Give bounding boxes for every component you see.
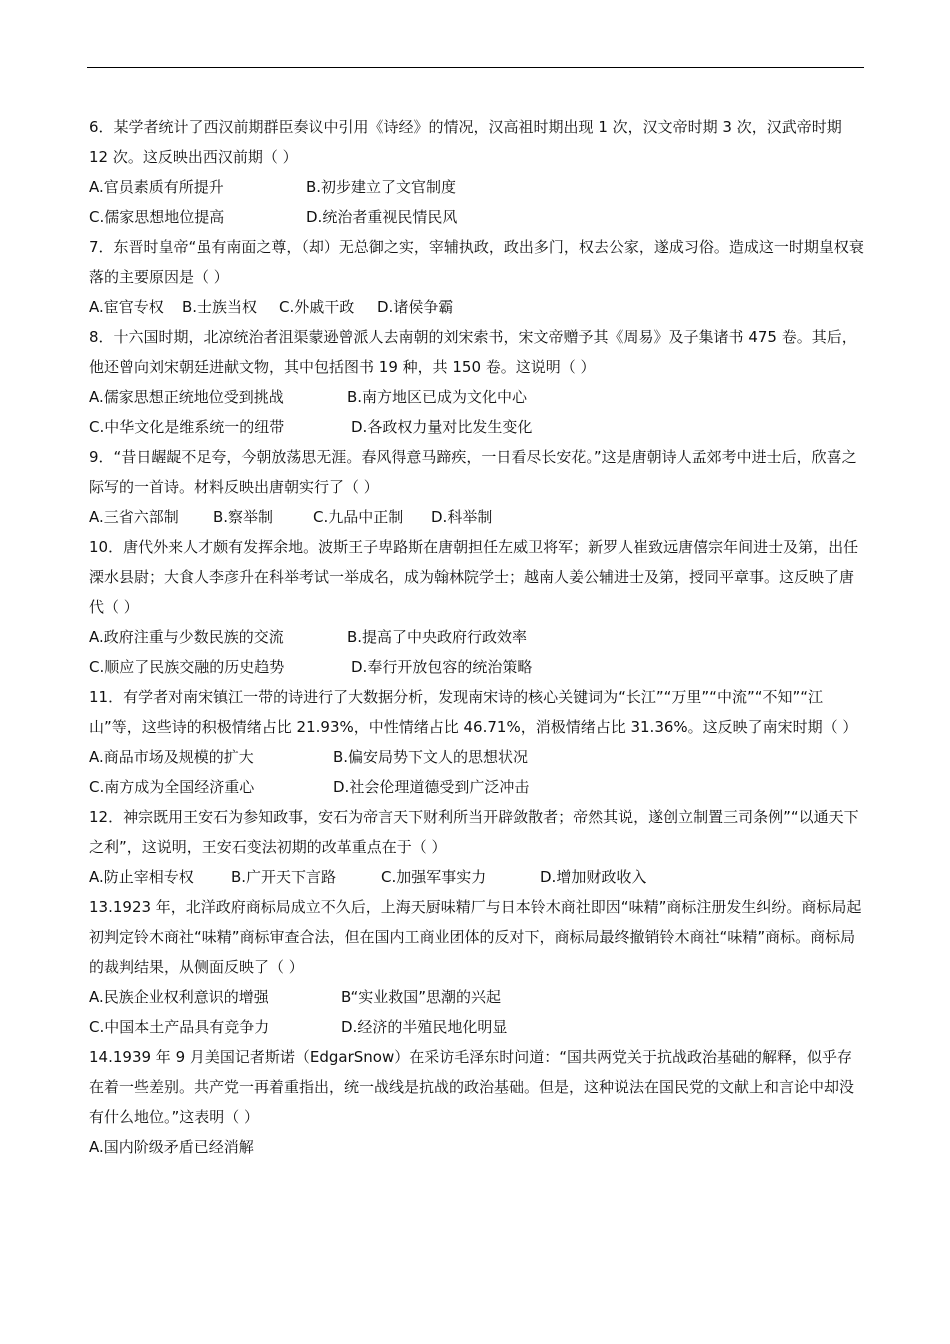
question-10-stem: 10．唐代外来人才颇有发挥余地。波斯王子卑路斯在唐朝担任左威卫将军；新罗人崔致远唐僖宗年间进士及第，出任溧水县尉；大食人李彦升在科举考试一举成名，成为翰林院学士；越南人姜公辅进士及第，授同平章事。这反映了唐代（ ） xyxy=(89,538,859,616)
option-a[interactable]: A.政府注重与少数民族的交流 xyxy=(89,628,284,646)
question-7-stem: 7．东晋时皇帝“虽有南面之尊，（却）无总御之实，宰辅执政，政出多门，权去公家，遂成习俗。造成这一时期皇权衰落的主要原因是（ ） xyxy=(89,238,864,286)
question-14-options xyxy=(89,1132,864,1162)
option-a[interactable]: A.防止宰相专权 xyxy=(89,868,194,886)
question-11-options-row1 xyxy=(89,742,864,772)
question-11-stem: 11．有学者对南宋镇江一带的诗进行了大数据分析，发现南宋诗的核心关键词为“长江”“万里”“中流”“不知”“江山”等，这些诗的积极情绪占比 21.93%，中性情绪占比 46.71%，消极情绪占比 31.36%。这反映了南宋时期（ ） xyxy=(89,688,858,736)
option-c[interactable]: C.中华文化是维系统一的纽带 xyxy=(89,418,285,436)
question-13-options-row1 xyxy=(89,982,864,1012)
option-b[interactable]: B.提高了中央政府行政效率 xyxy=(347,628,528,646)
option-b[interactable]: B.初步建立了文官制度 xyxy=(306,178,457,196)
option-b[interactable]: B“实业救国”思潮的兴起 xyxy=(341,988,502,1006)
option-a[interactable]: A.儒家思想正统地位受到挑战 xyxy=(89,388,284,406)
option-c[interactable]: C.中国本土产品具有竞争力 xyxy=(89,1018,270,1036)
header-rule xyxy=(87,67,864,68)
option-a[interactable]: A.宦官专权 xyxy=(89,298,164,316)
option-a[interactable]: A.商品市场及规模的扩大 xyxy=(89,748,254,766)
exam-page xyxy=(89,112,864,1162)
option-d[interactable]: D.统治者重视民情民风 xyxy=(306,208,458,226)
option-c[interactable]: C.加强军事实力 xyxy=(381,868,487,886)
question-14 xyxy=(89,1042,864,1162)
question-11-options-row2 xyxy=(89,772,864,802)
option-d[interactable]: D.奉行开放包容的统治策略 xyxy=(351,658,533,676)
question-13 xyxy=(89,892,864,1042)
option-d[interactable]: D.社会伦理道德受到广泛冲击 xyxy=(333,778,530,796)
option-a[interactable]: A.民族企业权利意识的增强 xyxy=(89,988,269,1006)
question-9 xyxy=(89,442,864,532)
question-8 xyxy=(89,322,864,442)
question-7-options xyxy=(89,292,864,322)
option-d[interactable]: D.诸侯争霸 xyxy=(377,298,454,316)
question-6-options-row2 xyxy=(89,202,864,232)
question-12-options xyxy=(89,862,864,892)
option-b[interactable]: B.南方地区已成为文化中心 xyxy=(347,388,528,406)
question-14-stem: 14.1939 年 9 月美国记者斯诺（EdgarSnow）在采访毛泽东时问道：“国共两党关于抗战政治基础的解释，似乎存在着一些差别。共产党一再着重指出，统一战线是抗战的政治基础。但是，这种说法在国民党的文献上和言论中却没有什么地位。”这表明（ ） xyxy=(89,1048,855,1126)
option-b[interactable]: B.偏安局势下文人的思想状况 xyxy=(333,748,529,766)
question-10 xyxy=(89,532,864,682)
question-8-options-row2 xyxy=(89,412,864,442)
question-6 xyxy=(89,112,864,232)
question-8-options-row1 xyxy=(89,382,864,412)
option-d[interactable]: D.增加财政收入 xyxy=(540,868,647,886)
question-9-options xyxy=(89,502,864,532)
option-d[interactable]: D.经济的半殖民地化明显 xyxy=(341,1018,508,1036)
option-b[interactable]: B.广开天下言路 xyxy=(231,868,337,886)
option-c[interactable]: C.南方成为全国经济重心 xyxy=(89,778,255,796)
question-12 xyxy=(89,802,864,892)
option-a[interactable]: A.国内阶级矛盾已经消解 xyxy=(89,1138,254,1156)
option-b[interactable]: B.士族当权 xyxy=(182,298,258,316)
option-a[interactable]: A.三省六部制 xyxy=(89,508,179,526)
question-6-options-row1 xyxy=(89,172,864,202)
question-12-stem: 12．神宗既用王安石为参知政事，安石为帝言天下财利所当开辟敛散者；帝然其说，遂创立制置三司条例”“以通天下之利”，这说明，王安石变法初期的改革重点在于（ ） xyxy=(89,808,859,856)
option-c[interactable]: C.儒家思想地位提高 xyxy=(89,208,225,226)
question-7 xyxy=(89,232,864,322)
option-c[interactable]: C.顺应了民族交融的历史趋势 xyxy=(89,658,285,676)
question-13-stem: 13.1923 年，北洋政府商标局成立不久后，上海天厨味精厂与日本铃木商社即因“味精”商标注册发生纠纷。商标局起初判定铃木商社“味精”商标审查合法，但在国内工商业团体的反对下，商标局最终撤销铃木商社“味精”商标。商标局的裁判结果，从侧面反映了（ ） xyxy=(89,898,862,976)
question-10-options-row2 xyxy=(89,652,864,682)
option-b[interactable]: B.察举制 xyxy=(213,508,274,526)
question-11 xyxy=(89,682,864,802)
option-d[interactable]: D.各政权力量对比发生变化 xyxy=(351,418,533,436)
question-6-stem: 6．某学者统计了西汉前期群臣奏议中引用《诗经》的情况，汉高祖时期出现 1 次，汉文帝时期 3 次，汉武帝时期 12 次。这反映出西汉前期（ ） xyxy=(89,118,842,166)
option-d[interactable]: D.科举制 xyxy=(431,508,493,526)
option-a[interactable]: A.官员素质有所提升 xyxy=(89,178,224,196)
question-13-options-row2 xyxy=(89,1012,864,1042)
question-10-options-row1 xyxy=(89,622,864,652)
option-c[interactable]: C.外戚干政 xyxy=(279,298,355,316)
question-8-stem: 8．十六国时期，北凉统治者沮渠蒙逊曾派人去南朝的刘宋索书，宋文帝赠予其《周易》及子集诸书 475 卷。其后，他还曾向刘宋朝廷进献文物，其中包括图书 19 种，共 150 卷。这说明（ ） xyxy=(89,328,857,376)
option-c[interactable]: C.九品中正制 xyxy=(313,508,404,526)
question-9-stem: 9．“昔日龌龊不足夸，今朝放荡思无涯。春风得意马蹄疾，一日看尽长安花。”这是唐朝诗人孟郊考中进士后，欣喜之际写的一首诗。材料反映出唐朝实行了（ ） xyxy=(89,448,857,496)
